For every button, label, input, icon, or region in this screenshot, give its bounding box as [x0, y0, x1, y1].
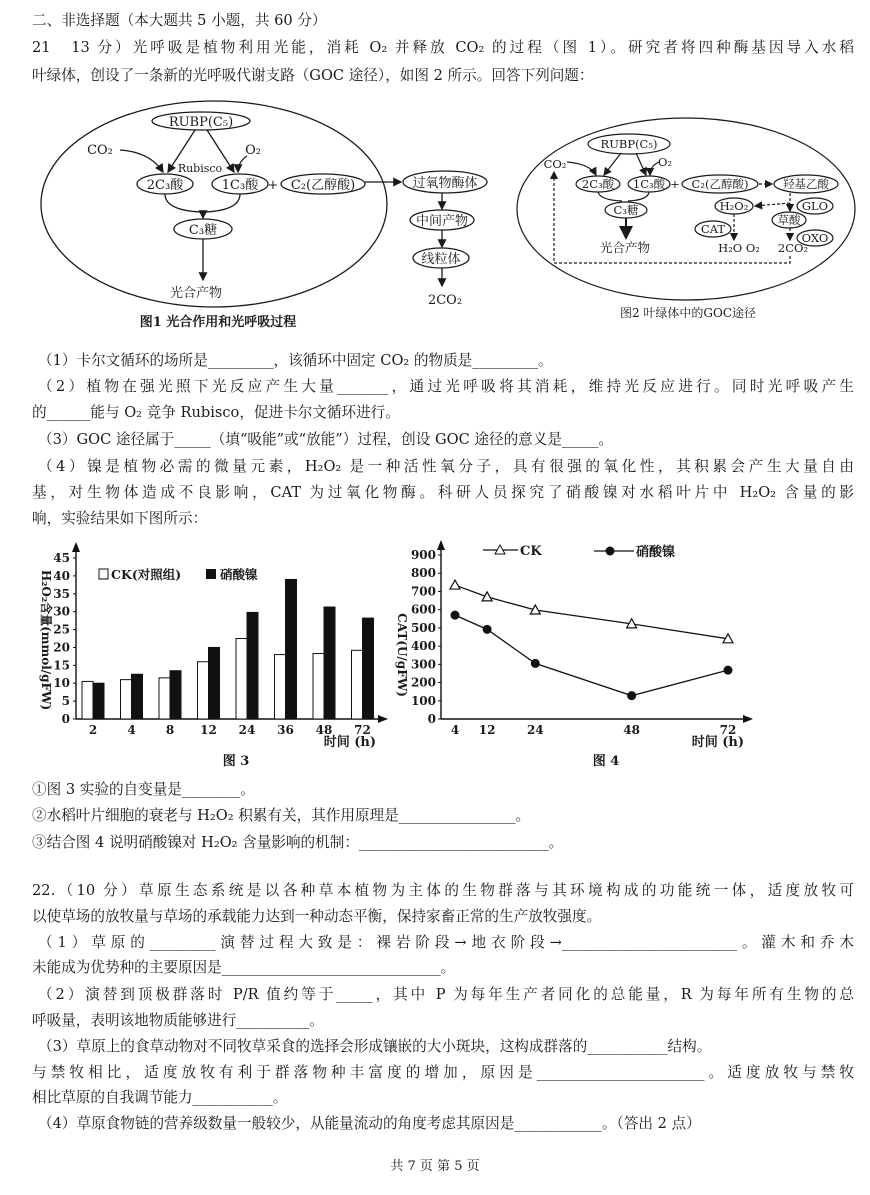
- y-tick-label: 25: [53, 622, 70, 637]
- x-tick-label: 48: [315, 723, 333, 737]
- bar-ck: [313, 654, 324, 719]
- y-tick-label: 40: [53, 568, 70, 583]
- y-tick-label: 5: [61, 694, 70, 709]
- chart-title: 图 3: [222, 754, 250, 769]
- section-title: 二、非选择题（本大题共 5 小题，共 60 分）: [32, 12, 327, 29]
- x-tick-label: 24: [238, 723, 256, 737]
- q22-question-3-cont: 相比草原的自我调节能力___________。: [32, 1089, 288, 1106]
- x-tick-label: 12: [478, 723, 496, 737]
- x-axis-arrow: [743, 715, 753, 723]
- data-point-nickel-nitrate: [531, 659, 540, 668]
- fig1-plus: +: [267, 178, 279, 193]
- x-tick-label: 2: [88, 723, 98, 737]
- q22-intro-line: 以使草场的放牧量与草场的承载能力达到一种动态平衡，保持家畜正常的生产放牧强度。: [32, 908, 602, 925]
- fig2-rubp: RUBP(C₅): [600, 137, 658, 151]
- chart-title: 图 4: [592, 754, 620, 769]
- fig2-co2: CO₂: [543, 157, 567, 171]
- fig1-rubisco: Rubisco: [177, 162, 223, 175]
- x-tick-label: 36: [277, 723, 294, 737]
- fig1-rubp: RUBP(C₅): [168, 115, 234, 130]
- fig1-co2: CO₂: [87, 143, 113, 158]
- y-axis-arrow: [72, 542, 80, 552]
- data-point-nickel-nitrate: [483, 625, 492, 634]
- bar-ck: [159, 678, 170, 719]
- x-tick-label: 4: [450, 723, 460, 737]
- q21-question-4-cont: 响，实验结果如下图所示：: [32, 510, 208, 527]
- fig1-c3-sugar: C₃糖: [188, 223, 218, 238]
- bar-nickel-nitrate: [132, 674, 143, 719]
- y-tick-label: 10: [53, 676, 70, 691]
- y-tick-label: 200: [410, 675, 436, 690]
- q22-question-4: （4）草原食物链的营养级数量一般较少，从能量流动的角度考虑其原因是____________。（答出 2 点）: [38, 1115, 701, 1132]
- fig1-out-co2: 2CO₂: [427, 293, 463, 308]
- legend-label-nickel-nitrate: 硝酸镍: [636, 545, 676, 560]
- q22-question-3: （3）草原上的食草动物对不同牧草采食的选择会形成镶嵌的大小斑块，这构成群落的___________结构。: [38, 1038, 712, 1055]
- legend-swatch-ck: [99, 569, 108, 579]
- bar-ck: [198, 662, 209, 719]
- legend-label-ck: CK: [520, 544, 542, 559]
- data-point-nickel-nitrate: [451, 611, 460, 620]
- y-tick-label: 30: [53, 604, 70, 619]
- fig2-h2o2: H₂O₂: [719, 199, 749, 213]
- fig1-intermediate: 中间产物: [415, 214, 469, 229]
- y-axis-arrow: [437, 540, 445, 550]
- x-tick-label: 24: [526, 723, 544, 737]
- x-tick-label: 8: [165, 723, 175, 737]
- legend-swatch-nickel-nitrate: [206, 569, 216, 579]
- bar-ck: [275, 655, 286, 719]
- data-point-ck: [482, 592, 492, 601]
- q21-question-2-cont: 的______能与 O₂ 竞争 Rubisco，促进卡尔文循环进行。: [32, 404, 400, 421]
- legend-label-ck: CK(对照组): [111, 567, 182, 582]
- bar-ck: [82, 681, 93, 719]
- y-tick-label: 45: [53, 551, 70, 565]
- bar-nickel-nitrate: [247, 612, 258, 719]
- bar-nickel-nitrate: [93, 683, 104, 719]
- fig2-product: 光合产物: [599, 240, 651, 255]
- q21-intro-line: 叶绿体，创设了一条新的光呼吸代谢支路（GOC 途径），如图 2 所示。回答下列问题：: [32, 67, 594, 84]
- bar-nickel-nitrate: [363, 618, 374, 719]
- q22-intro-line: 22.（10 分）草原生态系统是以各种草本植物为主体的生物群落与其环境构成的功能统一体，适度放牧可: [32, 882, 854, 899]
- fig2-c2: C₂(乙醇酸): [691, 177, 749, 191]
- y-tick-label: 500: [410, 620, 436, 635]
- fig1-product: 光合产物: [169, 286, 223, 301]
- y-tick-label: 800: [410, 566, 436, 581]
- fig2-plus: +: [670, 177, 680, 191]
- legend-marker-nickel-nitrate: [606, 547, 615, 556]
- bar-nickel-nitrate: [286, 579, 297, 719]
- q21-subquestion-2: ②水稻叶片细胞的衰老与 H₂O₂ 积累有关，其作用原理是________________。: [32, 807, 531, 824]
- q21-question-1: （1）卡尔文循环的场所是_________，该循环中固定 CO₂ 的物质是_________。: [38, 352, 553, 369]
- bar-nickel-nitrate: [324, 607, 335, 719]
- fig2-caption: 图2 叶绿体中的GOC途径: [619, 306, 757, 320]
- legend-label-nickel-nitrate: 硝酸镍: [220, 567, 258, 582]
- fig2-glo: GLO: [801, 199, 829, 213]
- x-tick-label: 4: [127, 723, 136, 737]
- fig2-c3-sugar: C₃糖: [613, 203, 639, 217]
- x-tick-label: 72: [719, 723, 737, 737]
- y-tick-label: 300: [410, 657, 436, 672]
- series-line-nickel-nitrate: [455, 615, 728, 696]
- y-tick-label: 600: [410, 602, 436, 617]
- q21-subquestion-3: ③结合图 4 说明硝酸镍对 H₂O₂ 含量影响的机制：__________________________。: [32, 834, 564, 851]
- q21-subquestion-1: ①图 3 实验的自变量是________。: [32, 781, 255, 798]
- fig2-oxalate: 草酸: [777, 213, 801, 227]
- fig1-c2: C₂(乙醇酸): [290, 178, 356, 193]
- x-axis-label: 时间 (h): [691, 735, 744, 750]
- x-axis-label: 时间 (h): [323, 735, 376, 750]
- y-tick-label: 900: [410, 548, 436, 562]
- q21-question-4-cont: 基，对生物体造成不良影响，CAT 为过氧化物酶。科研人员探究了硝酸镍对水稻叶片中 H₂O₂ 含量的影: [32, 484, 854, 501]
- fig2-out-co2: 2CO₂: [777, 241, 809, 255]
- y-tick-label: 20: [53, 640, 70, 655]
- bar-nickel-nitrate: [170, 671, 181, 719]
- data-point-nickel-nitrate: [627, 691, 636, 700]
- q21-question-2: （2）植物在强光照下光反应产生大量_______，通过光呼吸将其消耗，维持光反应进行。同时光呼吸产生: [38, 378, 854, 395]
- x-tick-label: 48: [623, 723, 640, 737]
- fig1-peroxisome: 过氧物酶体: [412, 176, 478, 191]
- q22-question-2-cont: 呼吸量，表明该地物质能够进行__________。: [32, 1012, 324, 1029]
- fig2-1c3-acid: 1C₃酸: [632, 177, 666, 191]
- x-tick-label: 72: [354, 723, 371, 737]
- q22-question-1-cont: 未能成为优势种的主要原因是______________________________。: [32, 959, 456, 976]
- fig1-1c3-acid: 1C₃酸: [221, 178, 259, 193]
- fig2-o2: O₂: [657, 155, 673, 169]
- q22-question-2: （2）演替到顶极群落时 P/R 值约等于_____，其中 P 为每年生产者同化的总能量，R 为每年所有生物的总: [38, 986, 854, 1003]
- bar-ck: [236, 639, 247, 720]
- y-tick-label: 400: [410, 639, 436, 654]
- fig2-2c3-acid: 2C₃酸: [581, 177, 615, 191]
- fig1-caption: 图1 光合作用和光呼吸过程: [139, 315, 297, 330]
- y-tick-label: 0: [427, 712, 436, 726]
- fig2-h2o-o2: H₂O O₂: [718, 241, 760, 255]
- data-point-nickel-nitrate: [724, 666, 733, 675]
- q21-question-4: （4）镍是植物必需的微量元素，H₂O₂ 是一种活性氧分子，具有很强的氧化性，其积累会产生大量自由: [38, 458, 854, 475]
- fig1-2c3-acid: 2C₃酸: [146, 178, 184, 193]
- fig2-glycolic-acid: 羟基乙酸: [783, 177, 829, 191]
- y-axis-label: H₂O₂含量(mmol/gFW): [39, 569, 53, 711]
- q22-question-3-cont: 与禁牧相比，适度放牧有利于群落物种丰富度的增加，原因是_______________________。适度放牧与禁牧: [32, 1064, 854, 1081]
- fig1-o2: O₂: [245, 143, 261, 158]
- series-line-ck: [455, 585, 728, 639]
- y-tick-label: 0: [61, 712, 70, 726]
- q22-question-1: （1）草原的_________演替过程大致是：裸岩阶段→地衣阶段→________________________。灌木和乔木: [38, 934, 854, 951]
- fig2-cat: CAT: [700, 222, 726, 236]
- q21-intro-line: 21 13 分）光呼吸是植物利用光能，消耗 O₂ 并释放 CO₂ 的过程（图 1）。研究者将四种酶基因导入水稻: [32, 39, 854, 56]
- bar-ck: [121, 680, 132, 719]
- y-axis-label: CAT(U/gFW): [395, 613, 409, 697]
- x-axis-arrow: [378, 715, 388, 723]
- fig1-mitochondria: 线粒体: [421, 252, 461, 267]
- bar-nickel-nitrate: [209, 647, 220, 719]
- data-point-ck: [450, 580, 460, 589]
- y-tick-label: 700: [410, 584, 436, 599]
- x-tick-label: 12: [200, 723, 217, 737]
- bar-ck: [352, 650, 363, 719]
- y-tick-label: 100: [410, 693, 436, 708]
- q21-question-3: （3）GOC 途径属于_____（填“吸能”或“放能”）过程，创设 GOC 途径的意义是_____。: [38, 431, 614, 448]
- fig2-oxo: OXO: [801, 231, 829, 245]
- y-tick-label: 15: [53, 658, 70, 673]
- page-footer: 共 7 页 第 5 页: [390, 1159, 480, 1174]
- y-tick-label: 35: [53, 586, 70, 601]
